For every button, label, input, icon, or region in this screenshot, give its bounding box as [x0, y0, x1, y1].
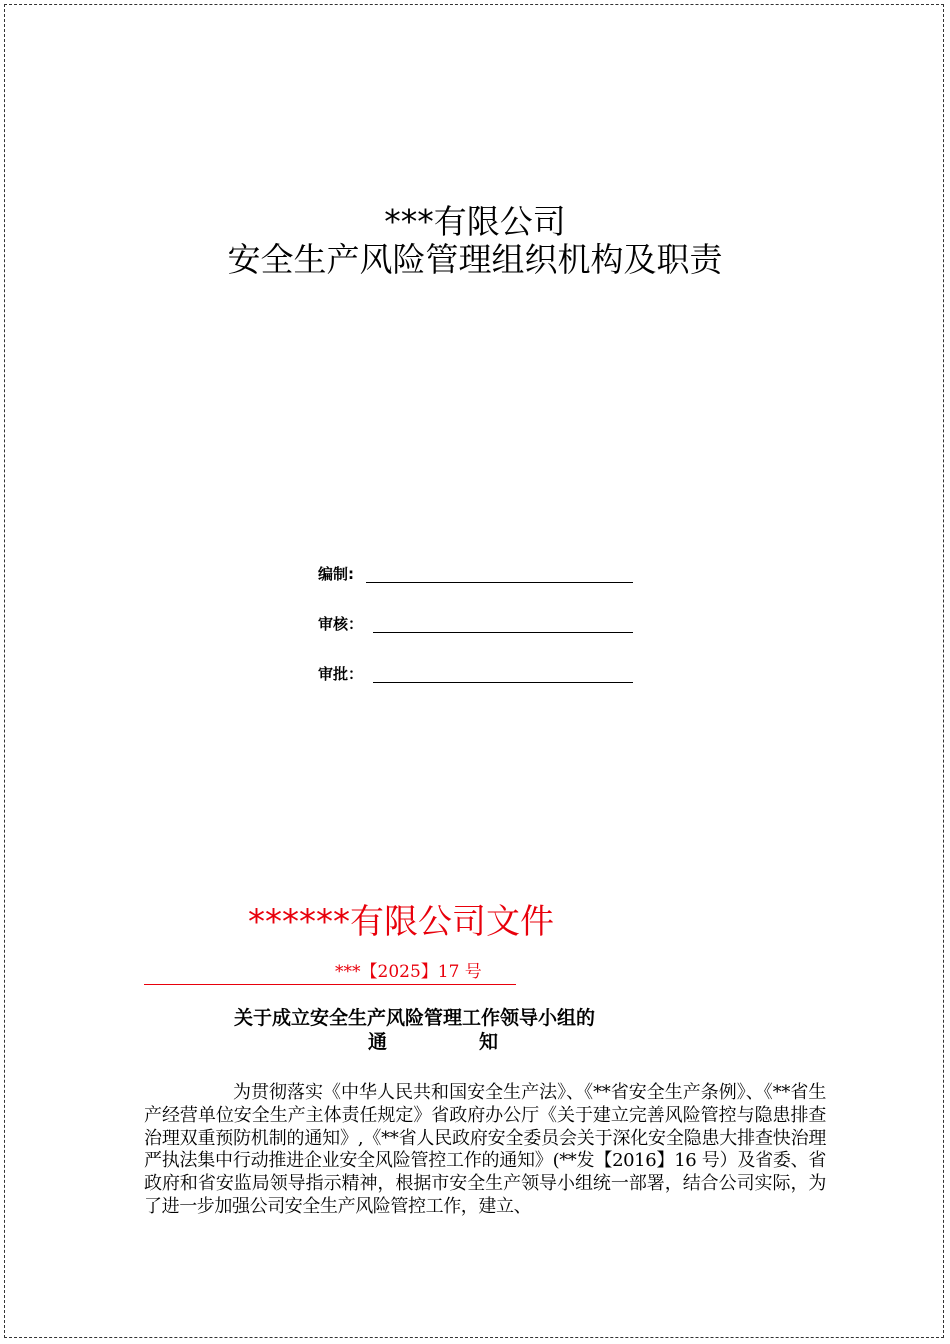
document-red-header: ******有限公司文件: [248, 902, 554, 942]
signature-label-approve: 审批：: [318, 665, 364, 683]
signature-line-compile[interactable]: [366, 582, 633, 583]
cover-document-title: 安全生产风险管理组织机构及职责: [227, 240, 723, 279]
notice-body-paragraph: 为贯彻落实《中华人民共和国安全生产法》、《**省安全生产条例》、《**省生产经营单位安全生产主体责任规定》省政府办公厅《关于建立完善风险管控与隐患排查治理双重预防机制的通知》,《**省人民政府安全委员会关于深化安全隐患大排查快治理严执法集中行动推进企业安全风险管控工作的通知》(**发【2016】16 号）及省委、省政府和省安监局领导指示精神，根据市安全生产领导小组统一部署，结合公司实际，为了进一步加强公司安全生产风险管控工作，建立、: [144, 1082, 826, 1217]
signature-row-review: [318, 612, 363, 636]
notice-title-char-2: 知: [479, 1031, 499, 1053]
signature-label-review: 审核：: [318, 615, 364, 633]
document-number: ***【2025】17 号: [335, 962, 482, 982]
signature-line-review[interactable]: [373, 632, 633, 633]
red-divider: [144, 984, 516, 985]
signature-line-approve[interactable]: [373, 682, 633, 683]
notice-title-char-1: 通: [368, 1031, 388, 1053]
notice-title-line2: [368, 1030, 498, 1054]
cover-company-title: ***有限公司: [384, 202, 566, 241]
signature-row-compile: [318, 562, 354, 586]
notice-title: 关于成立安全生产风险管理工作领导小组的: [234, 1007, 596, 1029]
signature-label-compile: 编制:: [318, 565, 354, 583]
signature-row-approve: [318, 662, 363, 686]
